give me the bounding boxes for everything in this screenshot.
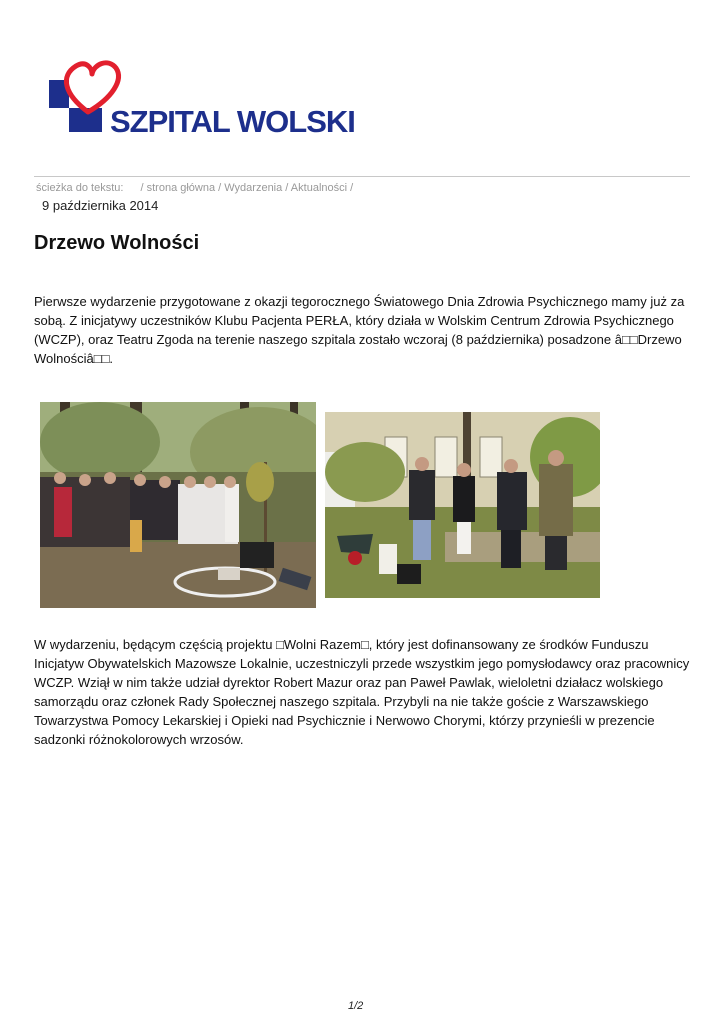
article-paragraph-1: Pierwsze wydarzenie przygotowane z okazji tegorocznego Światowego Dnia Zdrowia Psychicznego mamy już za sobą. Z inicjatywy uczestników Klubu Pacjenta PERŁA, który działa w Wolskim Centrum Zdrowia Psychicznego (WCZP), oraz Teatru Zgoda na terenie naszego szpitala zostało wczoraj (8 października) posadzone â□□Drzewo Wolnościâ□□. [34, 294, 685, 366]
article-title: Drzewo Wolności [34, 232, 200, 254]
article-paragraph-2: W wydarzeniu, będącym częścią projektu □Wolni Razem□, który jest dofinansowany ze środków Funduszu Inicjatyw Obywatelskich Mazowsze Lokalnie, uczestniczyli przede wszystkim jego pomysłodawcy oraz pracownicy WCZP. Wziął w nim także udział dyrektor Robert Mazur oraz pan Paweł Pawlak, wieloletni działacz wolskiego samorządu oraz członek Rady Społecznej naszego szpitala. Przybyli na nie także goście z Warszawskiego Towarzystwa Pomocy Lekarskiej i Opieki nad Psychicznie i Nerwowo Chorymi, którzy przynieśli w prezencie sadzonki różnokolorowych wrzosów. [34, 637, 690, 747]
hospital-logo[interactable] [46, 58, 358, 138]
breadcrumb-label: ścieżka do tekstu: [36, 182, 124, 194]
header-divider [34, 176, 690, 177]
breadcrumb [36, 182, 353, 194]
logo-wordmark: SZPITAL WOLSKI [110, 104, 355, 138]
event-photo-group [40, 402, 316, 608]
event-photo-guests [325, 412, 600, 598]
heart-cross-logo-icon [46, 58, 358, 138]
breadcrumb-path[interactable]: / strona główna / Wydarzenia / Aktualności / [140, 182, 354, 194]
page-number: 1/2 [348, 1000, 364, 1012]
article-date: 9 października 2014 [42, 198, 159, 213]
